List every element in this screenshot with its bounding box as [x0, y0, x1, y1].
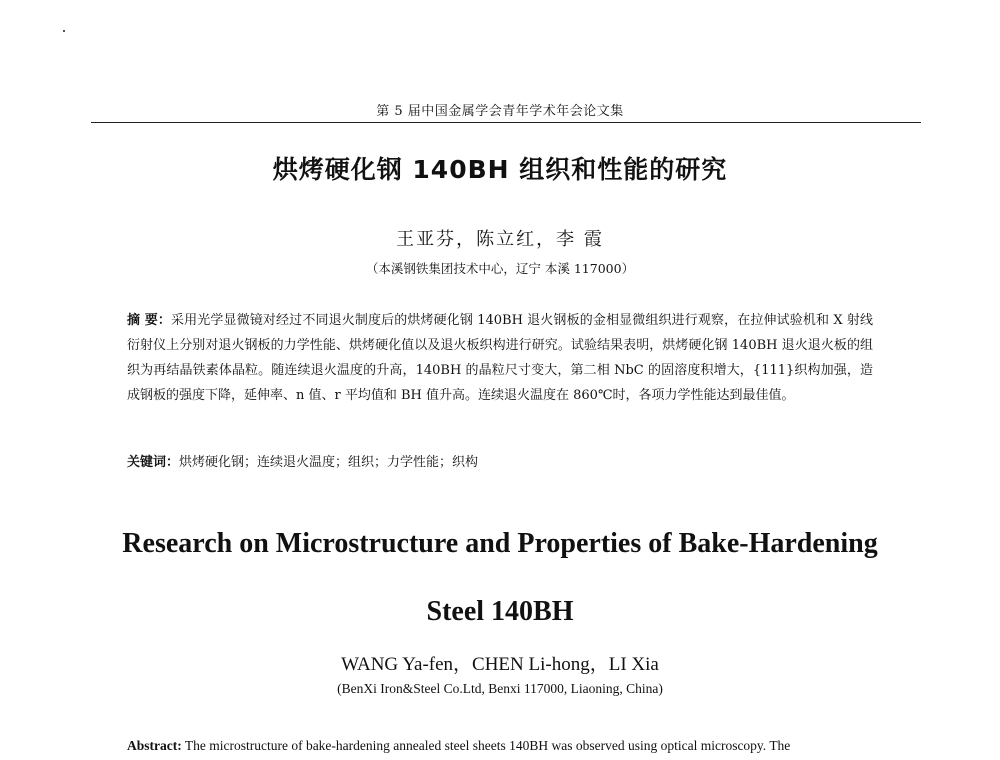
english-title-line-2: Steel 140BH: [426, 596, 574, 627]
english-authors: WANG Ya-fen，CHEN Li-hong，LI Xia: [341, 654, 659, 675]
chinese-keywords-label: 关键词：: [127, 455, 180, 470]
chinese-authors: 王亚芬，陈立红，李 霞: [396, 229, 604, 250]
english-abstract: [127, 738, 887, 754]
header-rule: [91, 122, 921, 123]
english-title-line-1: Research on Microstructure and Properties of Bake-Hardening: [122, 528, 878, 559]
chinese-title: 烘烤硬化钢 140BH 组织和性能的研究: [272, 155, 728, 184]
english-title: [0, 517, 1000, 639]
chinese-abstract-label: 摘 要：: [127, 313, 172, 328]
english-abstract-text: The microstructure of bake-hardening annealed steel sheets 140BH was observed using optical microscopy. The: [181, 738, 791, 753]
english-abstract-label: Abstract:: [127, 738, 182, 753]
chinese-abstract-text: 采用光学显微镜对经过不同退火制度后的烘烤硬化钢 140BH 退火钢板的金相显微组织进行观察，在拉伸试验机和 X 射线衍射仪上分别对退火钢板的力学性能、烘烤硬化值以及退火板织构进行研究。试验结果表明，烘烤硬化钢 140BH 退火退火板的组织为再结晶铁素体晶粒。随连续退火温度的升高，140BH 的晶粒尺寸变大，第二相 NbC 的固溶度积增大，{111}织构加强，造成钢板的强度下降，延伸率、n 值、r 平均值和 BH 值升高。连续退火温度在 860℃时，各项力学性能达到最佳值。: [127, 313, 873, 403]
chinese-affiliation: （本溪钢铁集团技术中心，辽宁 本溪 117000）: [365, 261, 635, 276]
chinese-keywords-text: 烘烤硬化钢；连续退火温度；组织；力学性能；织构: [179, 455, 479, 470]
running-header: 第 5 届中国金属学会青年学术年会论文集: [376, 104, 624, 119]
scan-speck: [63, 30, 65, 32]
chinese-abstract: [127, 308, 873, 408]
chinese-keywords: [127, 450, 873, 475]
english-affiliation: (BenXi Iron&Steel Co.Ltd, Benxi 117000, Liaoning, China): [337, 681, 663, 696]
